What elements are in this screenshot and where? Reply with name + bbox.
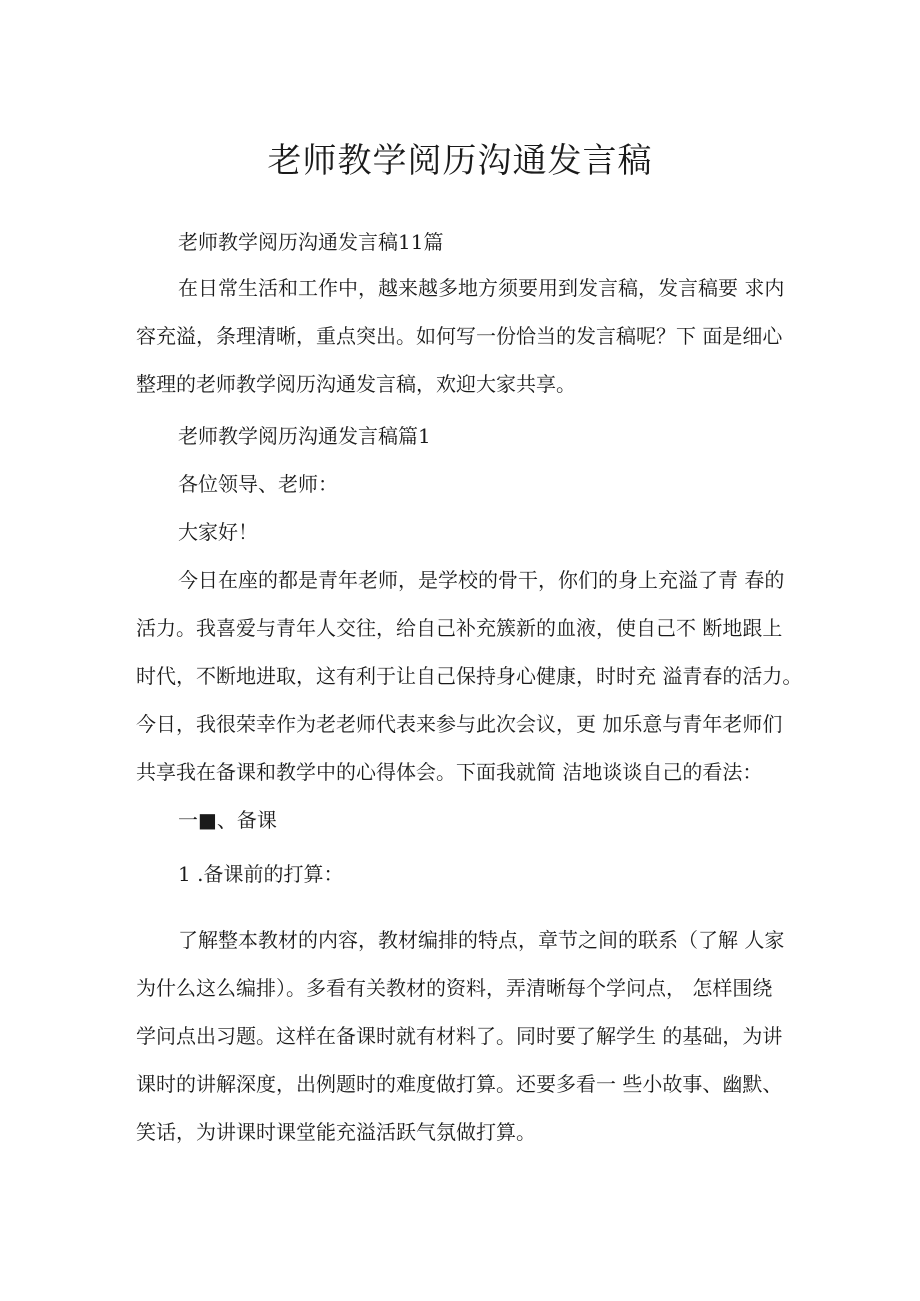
- section-heading: 老师教学阅历沟通发言稿篇1: [178, 424, 431, 448]
- paragraph-line: 学问点出习题。这样在备课时就有材料了。同时要了解学生 的基础，为讲: [136, 1024, 783, 1048]
- paragraph-line: 容充溢，条理清晰，重点突出。如何写一份恰当的发言稿呢？下 面是细心: [136, 324, 783, 348]
- salutation-line: 各位领导、老师：: [178, 472, 338, 496]
- greeting-line: 大家好！: [178, 520, 258, 544]
- paragraph-line: 笑话，为讲课时课堂能充溢活跃气氛做打算。: [136, 1120, 536, 1144]
- paragraph-line: 了解整本教材的内容，教材编排的特点，章节之间的联系（了解 人家: [178, 928, 785, 952]
- subsection-heading: 1 .备课前的打算：: [178, 862, 344, 886]
- paragraph-line: 共享我在备课和教学中的心得体会。下面我就简 洁地谈谈自己的看法：: [136, 760, 763, 784]
- paragraph-line: 时代，不断地进取，这有利于让自己保持身心健康，时时充 溢青春的活力。: [136, 664, 803, 688]
- paragraph-line: 在日常生活和工作中，越来越多地方须要用到发言稿，发言稿要 求内: [178, 276, 785, 300]
- paragraph-line: 今日，我很荣幸作为老老师代表来参与此次会议，更 加乐意与青年老师们: [136, 712, 783, 736]
- paragraph-line: 活力。我喜爱与青年人交往，给自己补充簇新的血液，使自己不 断地跟上: [136, 616, 783, 640]
- subtitle-line: 老师教学阅历沟通发言稿11篇: [178, 230, 444, 254]
- paragraph-line: 课时的讲解深度，出例题时的难度做打算。还要多看一 些小故事、幽默、: [136, 1072, 783, 1096]
- section-heading: 一■、备课: [178, 808, 277, 832]
- document-title: 老师教学阅历沟通发言稿: [267, 141, 653, 181]
- paragraph-line: 今日在座的都是青年老师，是学校的骨干，你们的身上充溢了青 春的: [178, 568, 785, 592]
- paragraph-line: 整理的老师教学阅历沟通发言稿，欢迎大家共享。: [136, 372, 576, 396]
- paragraph-line: 为什么这么编排）。多看有关教材的资料，弄清晰每个学问点， 怎样围绕: [136, 976, 773, 1000]
